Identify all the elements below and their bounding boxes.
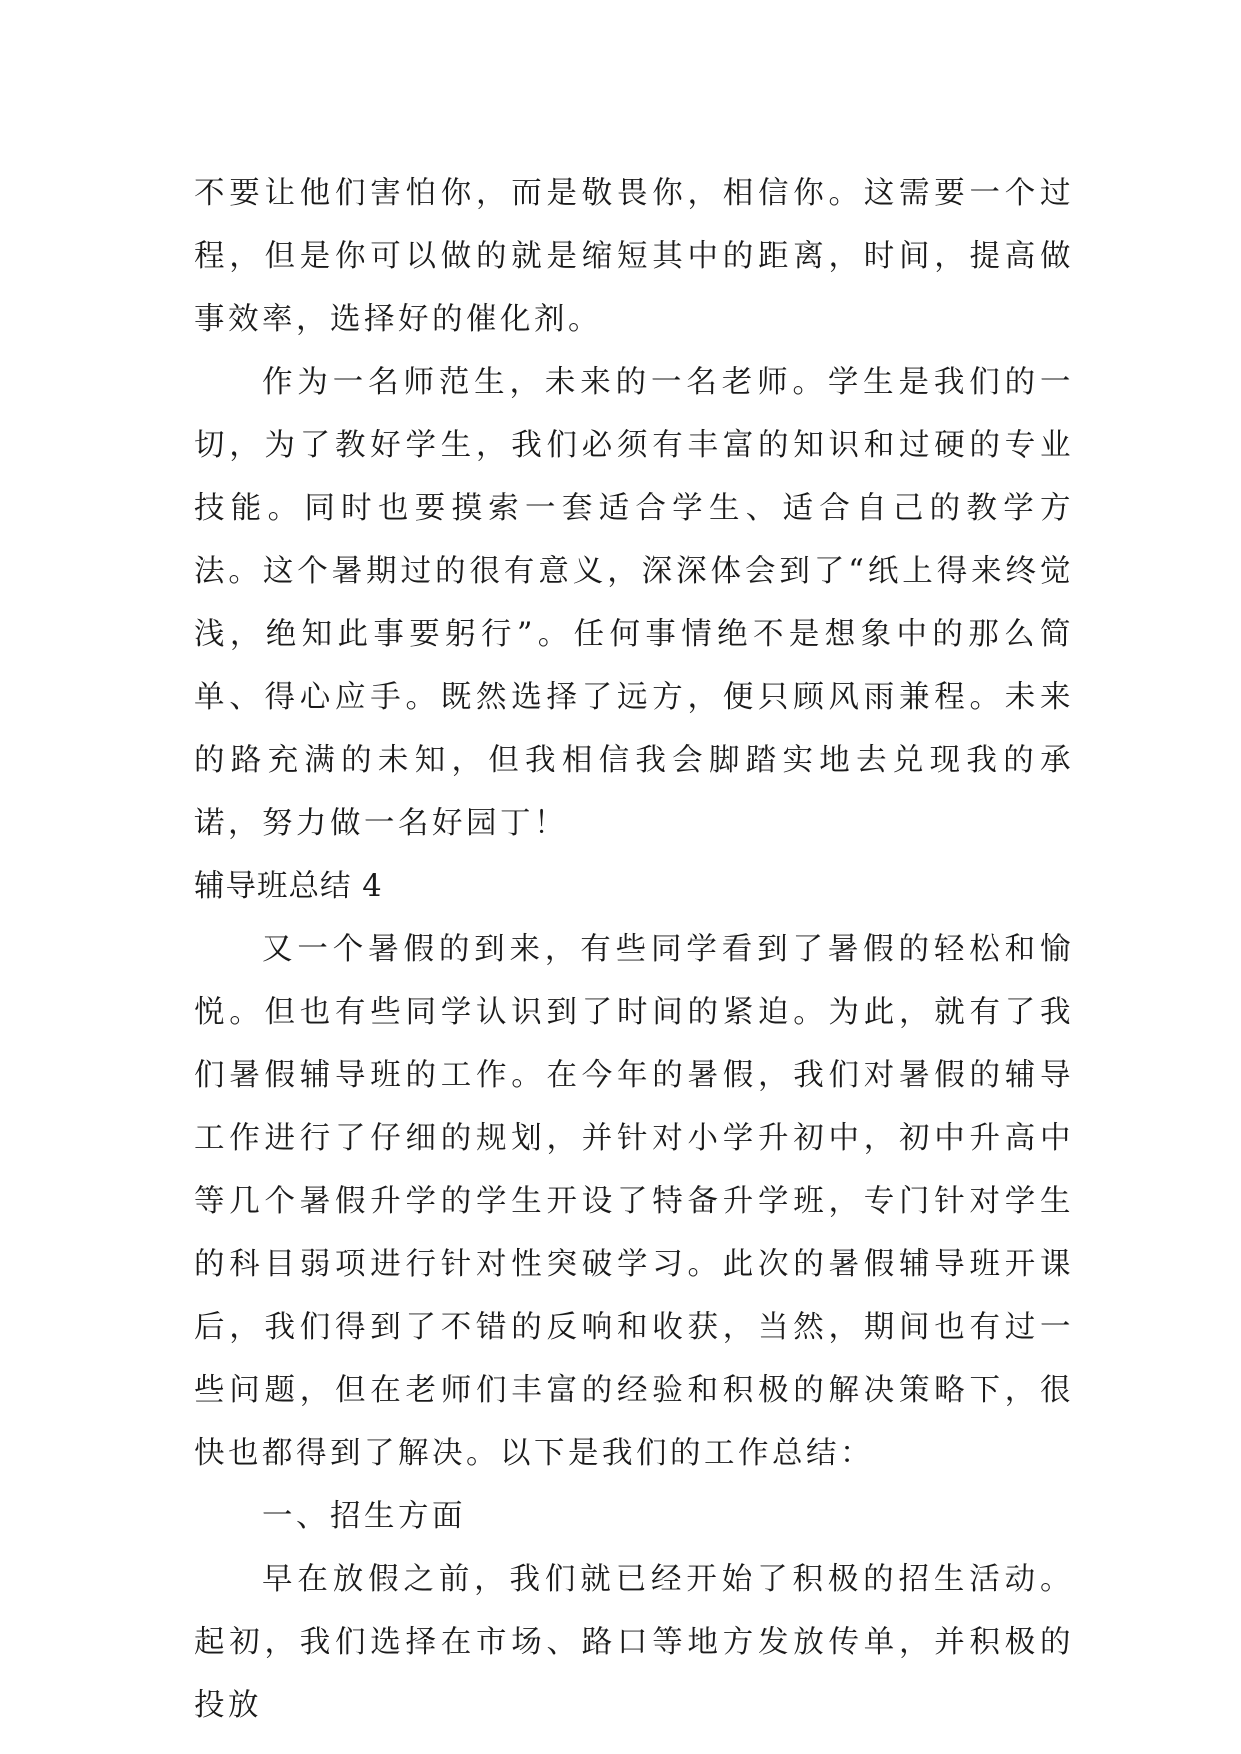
section-title: 辅导班总结 4 [194,869,383,904]
paragraph-1: 不要让他们害怕你，而是敬畏你，相信你。这需要一个过程，但是你可以做的就是缩短其中的距离，时间，提高做事效率，选择好的催化剂。 [194,176,1074,337]
section-subheading: 一、招生方面 [262,1499,466,1534]
paragraph-2: 作为一名师范生，未来的一名老师。学生是我们的一切，为了教好学生，我们必须有丰富的知识和过硬的专业技能。同时也要摸索一套适合学生、适合自己的教学方法。这个暑期过的很有意义，深深体会到了“纸上得来终觉浅，绝知此事要躬行”。任何事情绝不是想象中的那么简单、得心应手。既然选择了远方，便只顾风雨兼程。未来的路充满的未知，但我相信我会脚踏实地去兑现我的承诺，努力做一名好园丁！ [194,365,1074,841]
section-paragraph-2: 早在放假之前，我们就已经开始了积极的招生活动。起初，我们选择在市场、路口等地方发放传单，并积极的投放 [194,1562,1074,1723]
section-paragraph-1: 又一个暑假的到来，有些同学看到了暑假的轻松和愉悦。但也有些同学认识到了时间的紧迫。为此，就有了我们暑假辅导班的工作。在今年的暑假，我们对暑假的辅导工作进行了仔细的规划，并针对小学升初中，初中升高中等几个暑假升学的学生开设了特备升学班，专门针对学生的科目弱项进行针对性突破学习。此次的暑假辅导班开课后，我们得到了不错的反响和收获，当然，期间也有过一些问题，但在老师们丰富的经验和积极的解决策略下，很快也都得到了解决。以下是我们的工作总结： [194,932,1074,1471]
document-body [194,162,1074,1737]
